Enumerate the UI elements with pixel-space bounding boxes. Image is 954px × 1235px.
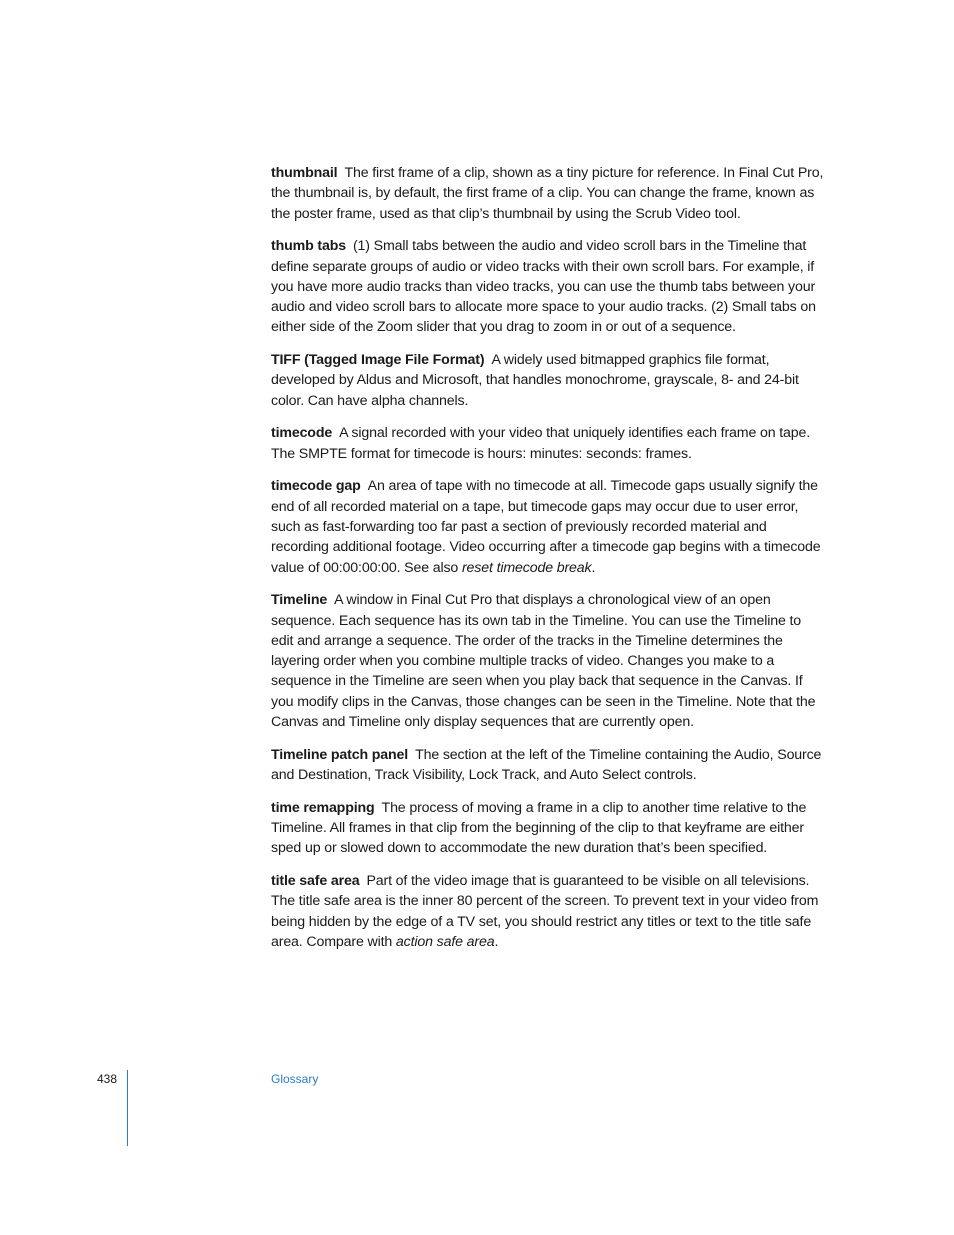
footer-section-label: Glossary — [271, 1072, 319, 1086]
glossary-entry — [271, 476, 827, 577]
glossary-definition: (1) Small tabs between the audio and video scroll bars in the Timeline that define separate groups of audio or video tracks with their own scroll bars. For example, if you have more audio tracks than video tracks, you can use the thumb tabs between your audio and video scroll bars to allocate more space to your audio tracks. (2) Small tabs on either side of the Zoom slider that you drag to zoom in or out of a sequence. — [271, 238, 816, 336]
glossary-entry — [271, 745, 827, 786]
glossary-entry — [271, 236, 827, 337]
glossary-definition: The first frame of a clip, shown as a tiny picture for reference. In Final Cut Pro, the thumbnail is, by default, the first frame of a clip. You can change the frame, known as the poster frame, used as that clip’s thumbnail by using the Scrub Video tool. — [271, 165, 824, 222]
glossary-entry — [271, 163, 827, 224]
glossary-term: timecode — [271, 425, 333, 442]
glossary-definition: Part of the video image that is guaranteed to be visible on all televisions. The title safe area is the inner 80 percent of the screen. To prevent text in your video from being hidden by the edge of a TV set, you should restrict any titles or text to the title safe area. Compare with — [271, 873, 819, 950]
page-number: 438 — [97, 1072, 118, 1086]
glossary-term: title safe area — [271, 873, 360, 890]
cross-reference: reset timecode break — [461, 559, 592, 576]
footer-divider — [127, 1070, 128, 1146]
glossary-term: Timeline — [271, 592, 328, 609]
glossary-term: Timeline patch panel — [271, 746, 409, 763]
glossary-term: TIFF (Tagged Image File Format) — [271, 352, 485, 369]
glossary-definition: A window in Final Cut Pro that displays a chronological view of an open sequence. Each sequence has its own tab in the Timeline. You can use the Timeline to edit and arrange a sequence. The order of the tracks in the Timeline determines the layering order when you combine multiple tracks of video. Changes you make to a sequence in the Timeline are seen when you play back that sequence in the Canvas. If you modify clips in the Canvas, those changes can be seen in the Timeline. Note that the Canvas and Timeline only display sequences that are currently open. — [271, 592, 816, 731]
glossary-entry — [271, 590, 827, 732]
glossary-definition: An area of tape with no timecode at all. Timecode gaps usually signify the end of all recorded material on a tape, but timecode gaps may occur due to user error, such as fast-forwarding too far past a section of previously recorded material and recording additional footage. Video occurring after a timecode gap begins with a timecode value of 00:00:00:00. See also — [271, 478, 821, 576]
glossary-definition: The section at the left of the Timeline containing the Audio, Source and Destination, Track Visibility, Lock Track, and Auto Select controls. — [271, 746, 822, 784]
glossary-body — [271, 163, 827, 965]
glossary-definition: The process of moving a frame in a clip to another time relative to the Timeline. All frames in that clip from the beginning of the clip to that keyframe are either sped up or slowed down to accommodate the new duration that’s been specified. — [271, 799, 807, 857]
glossary-definition: A widely used bitmapped graphics file format, developed by Aldus and Microsoft, that handles monochrome, grayscale, 8- and 24-bit color. Can have alpha channels. — [271, 352, 799, 409]
glossary-term: timecode gap — [271, 478, 361, 495]
glossary-entry — [271, 798, 827, 859]
glossary-entry — [271, 350, 827, 411]
glossary-term: thumbnail — [271, 165, 338, 181]
definition-tail: . — [591, 559, 596, 576]
glossary-entry — [271, 871, 827, 952]
glossary-entry — [271, 423, 827, 464]
glossary-term: thumb tabs — [271, 238, 346, 255]
cross-reference: action safe area — [395, 933, 495, 950]
glossary-definition: A signal recorded with your video that uniquely identifies each frame on tape. The SMPTE format for timecode is hours: minutes: seconds: frames. — [271, 425, 811, 462]
definition-tail: . — [494, 933, 499, 950]
glossary-term: time remapping — [271, 799, 375, 816]
